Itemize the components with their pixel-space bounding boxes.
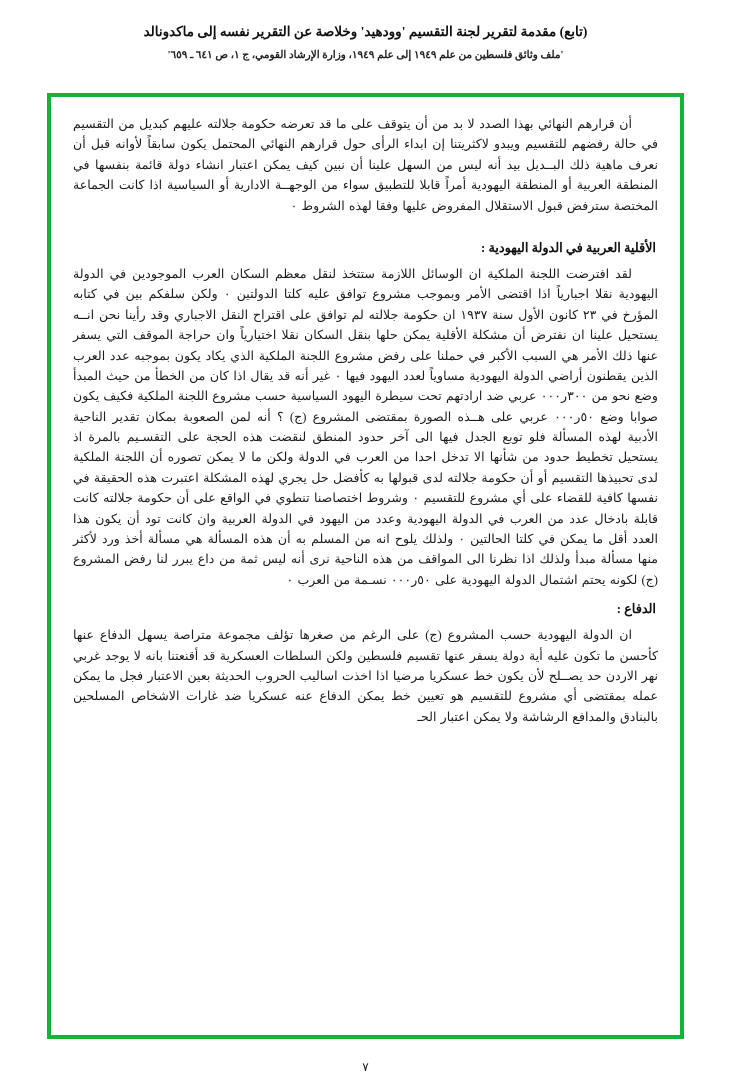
paragraph-arab-minority: لقد افترضت اللجنة الملكية ان الوسائل اللازمة ستتخذ لنقل معظم السكان العرب الموجودين في الدولة اليهودية نقلا اجبارياً اذا اقتضى الأمر وبموجب مشروع توافق عليه كلتا الدولتين ٠ ولكن سلفكم بين في كتابه المؤرخ في ٢٣ كانون الأول سنة ١٩٣٧ ان حكومة جلالته لم توافق على اقتراح النقل الاجباري وقد رأينا نحن انــه يستحيل علينا ان نفترض أن مشكلة الأقلية يمكن حلها بنقل السكان نقلا اختيارياً وان حراجة الموقف التي يسفر عنها ذلك الأمر هي السبب الأكبر في حملنا على رفض مشروع اللجنة الملكية الذي يكاد يكون بموجبه عدد العرب الذين يقطنون أراضي الدولة اليهودية مساوياً لعدد اليهود فيها ٠ غير أنه قد يقال اذا كان من الخطأ من حيث المبدأ وضع نحو من ٣٠٠ر٠٠٠ عربي ضد ارادتهم تحت سيطرة اليهود السياسية حسب مشروع اللجنة الملكية فكيف يكون صوابا وضع ٥٠ر٠٠٠ عربي على هــذه الصورة بمقتضى المشروع (ج) ؟ أنه لمن الصعوبة بمكان تقدير الناحية الأدبية لهذه المسألة فلو توبع الجدل فيها الى آخر حدود المنطق لنقضت هذه الحجة على التقسـيم بالمرة اذ يستحيل تخطيط حدود من شأنها الا تدخل احدا من العرب في الدولة ولكن ما لا يمكن تصوره أن اللجنة الملكية لدى تحبيذها التقسيم أو أن حكومة جلالته لدى قبولها به كأفضل حل يجري لهذه المشكلة اعتبرت هذه الحقيقة في نفسها كافية للقضاء على أي مشروع للتقسيم ٠ وشروط اختصاصنا تنطوي في الواقع على أن حكومة جلالته كانت قابلة بادخال عدد من العرب في الدولة اليهودية وعدد من اليهود في الدولة العربية وان كانت تود أن يكون هذا العدد أقل ما يمكن في كلتا الحالتين ٠ ولذلك يلوح انه من المسلم به أن هذه المسألة هي مسألة أخذ ورد لأكثر منها مسألة مبدأ ولذلك اذا نظرنا الى المواقف من هذه الناحية نرى أنه ليس ثمة من داع يبرر لنا رفض المشروع (ج) لكونه يحتم اشتمال الدولة اليهودية على ٥٠ر٠٠٠ نسـمة من العرب ٠ [73,266,658,587]
paragraph-intro: أن قرارهم النهائي بهذا الصدد لا بد من أن يتوقف على ما قد تعرضه حكومة جلالته عليهم كبديل من التقسيم في حالة رفضهم للتقسيم ويبدو لاكثريتنا إن ابداء الرأى حول قرارهم النهائي المحتمل يكون سابقاً لأوانه قبل أن نعرف ماهية ذلك البــديل بيد أنه ليس من السهل علينا أن نبين كيف يمكن اعتبار انشاء دولة قائمة بنفسها في المنطقة العربية أو المنطقة اليهودية أمراً قابلا للتطبيق سواء من الوجهــة الادارية أو السياسية اذا كانت الجماعة المختصة سترفض قبول الاستقلال المفروض عليها وفقا لهذه الشروط ٠ [73,117,658,213]
section-heading-arab-minority: الأقلية العربية في الدولة اليهودية : [480,240,656,255]
paragraph-defense: ان الدولة اليهودية حسب المشروع (ج) على الرغم من صغرها تؤلف مجموعة متراصة يسهل الدفاع عنها كأحسن ما تكون عليه أية دولة يسفر عنها تقسيم فلسطين ولكن السلطات العسكرية قد أقنعتنا بانه لا يوجد غربي نهر الاردن حد يصــلح لأن يكون خط عسكريا مرضيا اذا اخذت اساليب الحروب الحديثة بعين الاعتبار فجل ما يمكن عمله بمقتضى أي مشروع للتقسيم هو تعيين خط يمكن الدفاع عنه عسكريا ضد غارات الاشخاص المسلحين بالبنادق والمدافع الرشاشة ولا يمكن اعتبار الحـ [73,628,658,724]
document-source-line: 'ملف وثائق فلسطين من علم ١٩٤٩ إلى علم ١٩٤٩، وزارة الإرشاد القومي، ج ١، ص ٦٤١ ـ ٦٥٩' [167,50,564,62]
content-frame-border [47,93,684,1039]
page-title: (تابع) مقدمة لتقرير لجنة التقسيم 'وودهيد' وخلاصة عن التقرير نفسه إلى ماكدونالد [143,24,588,39]
document-header [26,22,705,61]
page-number: ٧ [362,1060,369,1074]
content-frame [51,97,680,1035]
section-heading-defense: الدفاع : [616,602,656,617]
